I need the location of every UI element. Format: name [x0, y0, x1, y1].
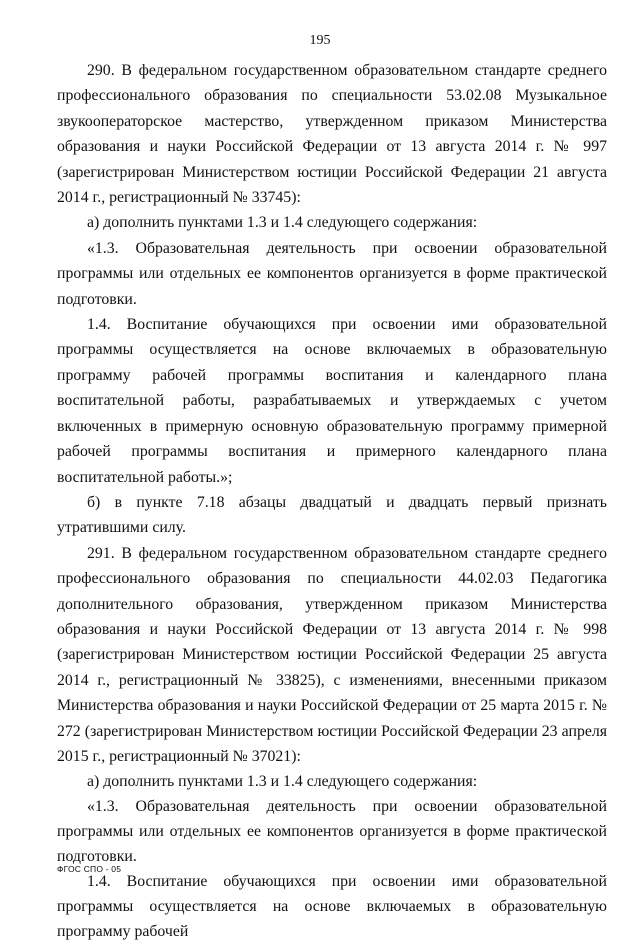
paragraph-290-b: б) в пункте 7.18 абзацы двадцатый и двадцать первый признать утратившими силу. — [57, 493, 607, 537]
paragraph-290-1-3: «1.3. Образовательная деятельность при освоении образовательной программы или отдельных ее компонентов организуется в форме практической подготовки. — [57, 239, 607, 308]
paragraph-290-a: а) дополнить пунктами 1.3 и 1.4 следующего содержания: — [87, 214, 478, 232]
page-number: 195 — [309, 33, 331, 48]
document-body — [57, 58, 607, 944]
paragraph-290-1-4: 1.4. Воспитание обучающихся при освоении ими образовательной программы осуществляется на основе включаемых в образовательную программу рабочей программы воспитания и календарного плана воспитательной работы, разрабатываемых и утверждаемых с учетом включенных в примерную основную образовательную программу примерной рабочей программы воспитания и примерного календарного плана воспитательной работы.»; — [57, 316, 607, 486]
paragraph-290-intro: 290. В федеральном государственном образовательном стандарте среднего профессионального образования по специальности 53.02.08 Музыкальное звукооператорское мастерство, утвержденном приказом Министерства образования и науки Российской Федерации от 13 августа 2014 г. № 997 (зарегистрирован Министерством юстиции Российской Федерации 21 августа 2014 г., регистрационный № 33745): — [57, 62, 607, 207]
paragraph-291-1-4: 1.4. Воспитание обучающихся при освоении ими образовательной программы осуществляется на основе включаемых в образовательную программу рабочей — [57, 873, 607, 941]
footer-code: ФГОС СПО - 05 — [57, 864, 122, 874]
paragraph-291-intro: 291. В федеральном государственном образовательном стандарте среднего профессионального образования по специальности 44.02.03 Педагогика дополнительного образования, утвержденном приказом Министерства образования и науки Российской Федерации от 13 августа 2014 г. № 998 (зарегистрирован Министерством юстиции Российской Федерации 25 августа 2014 г., регистрационный № 33825), с изменениями, внесенными приказом Министерства образования и науки Российской Федерации от 25 марта 2015 г. № 272 (зарегистрирован Министерством юстиции Российской Федерации 23 апреля 2015 г., регистрационный № 37021): — [57, 544, 607, 765]
paragraph-291-1-3: «1.3. Образовательная деятельность при освоении образовательной программы или отдельных ее компонентов организуется в форме практической подготовки. — [57, 798, 607, 866]
paragraph-291-a: а) дополнить пунктами 1.3 и 1.4 следующего содержания: — [87, 773, 478, 791]
